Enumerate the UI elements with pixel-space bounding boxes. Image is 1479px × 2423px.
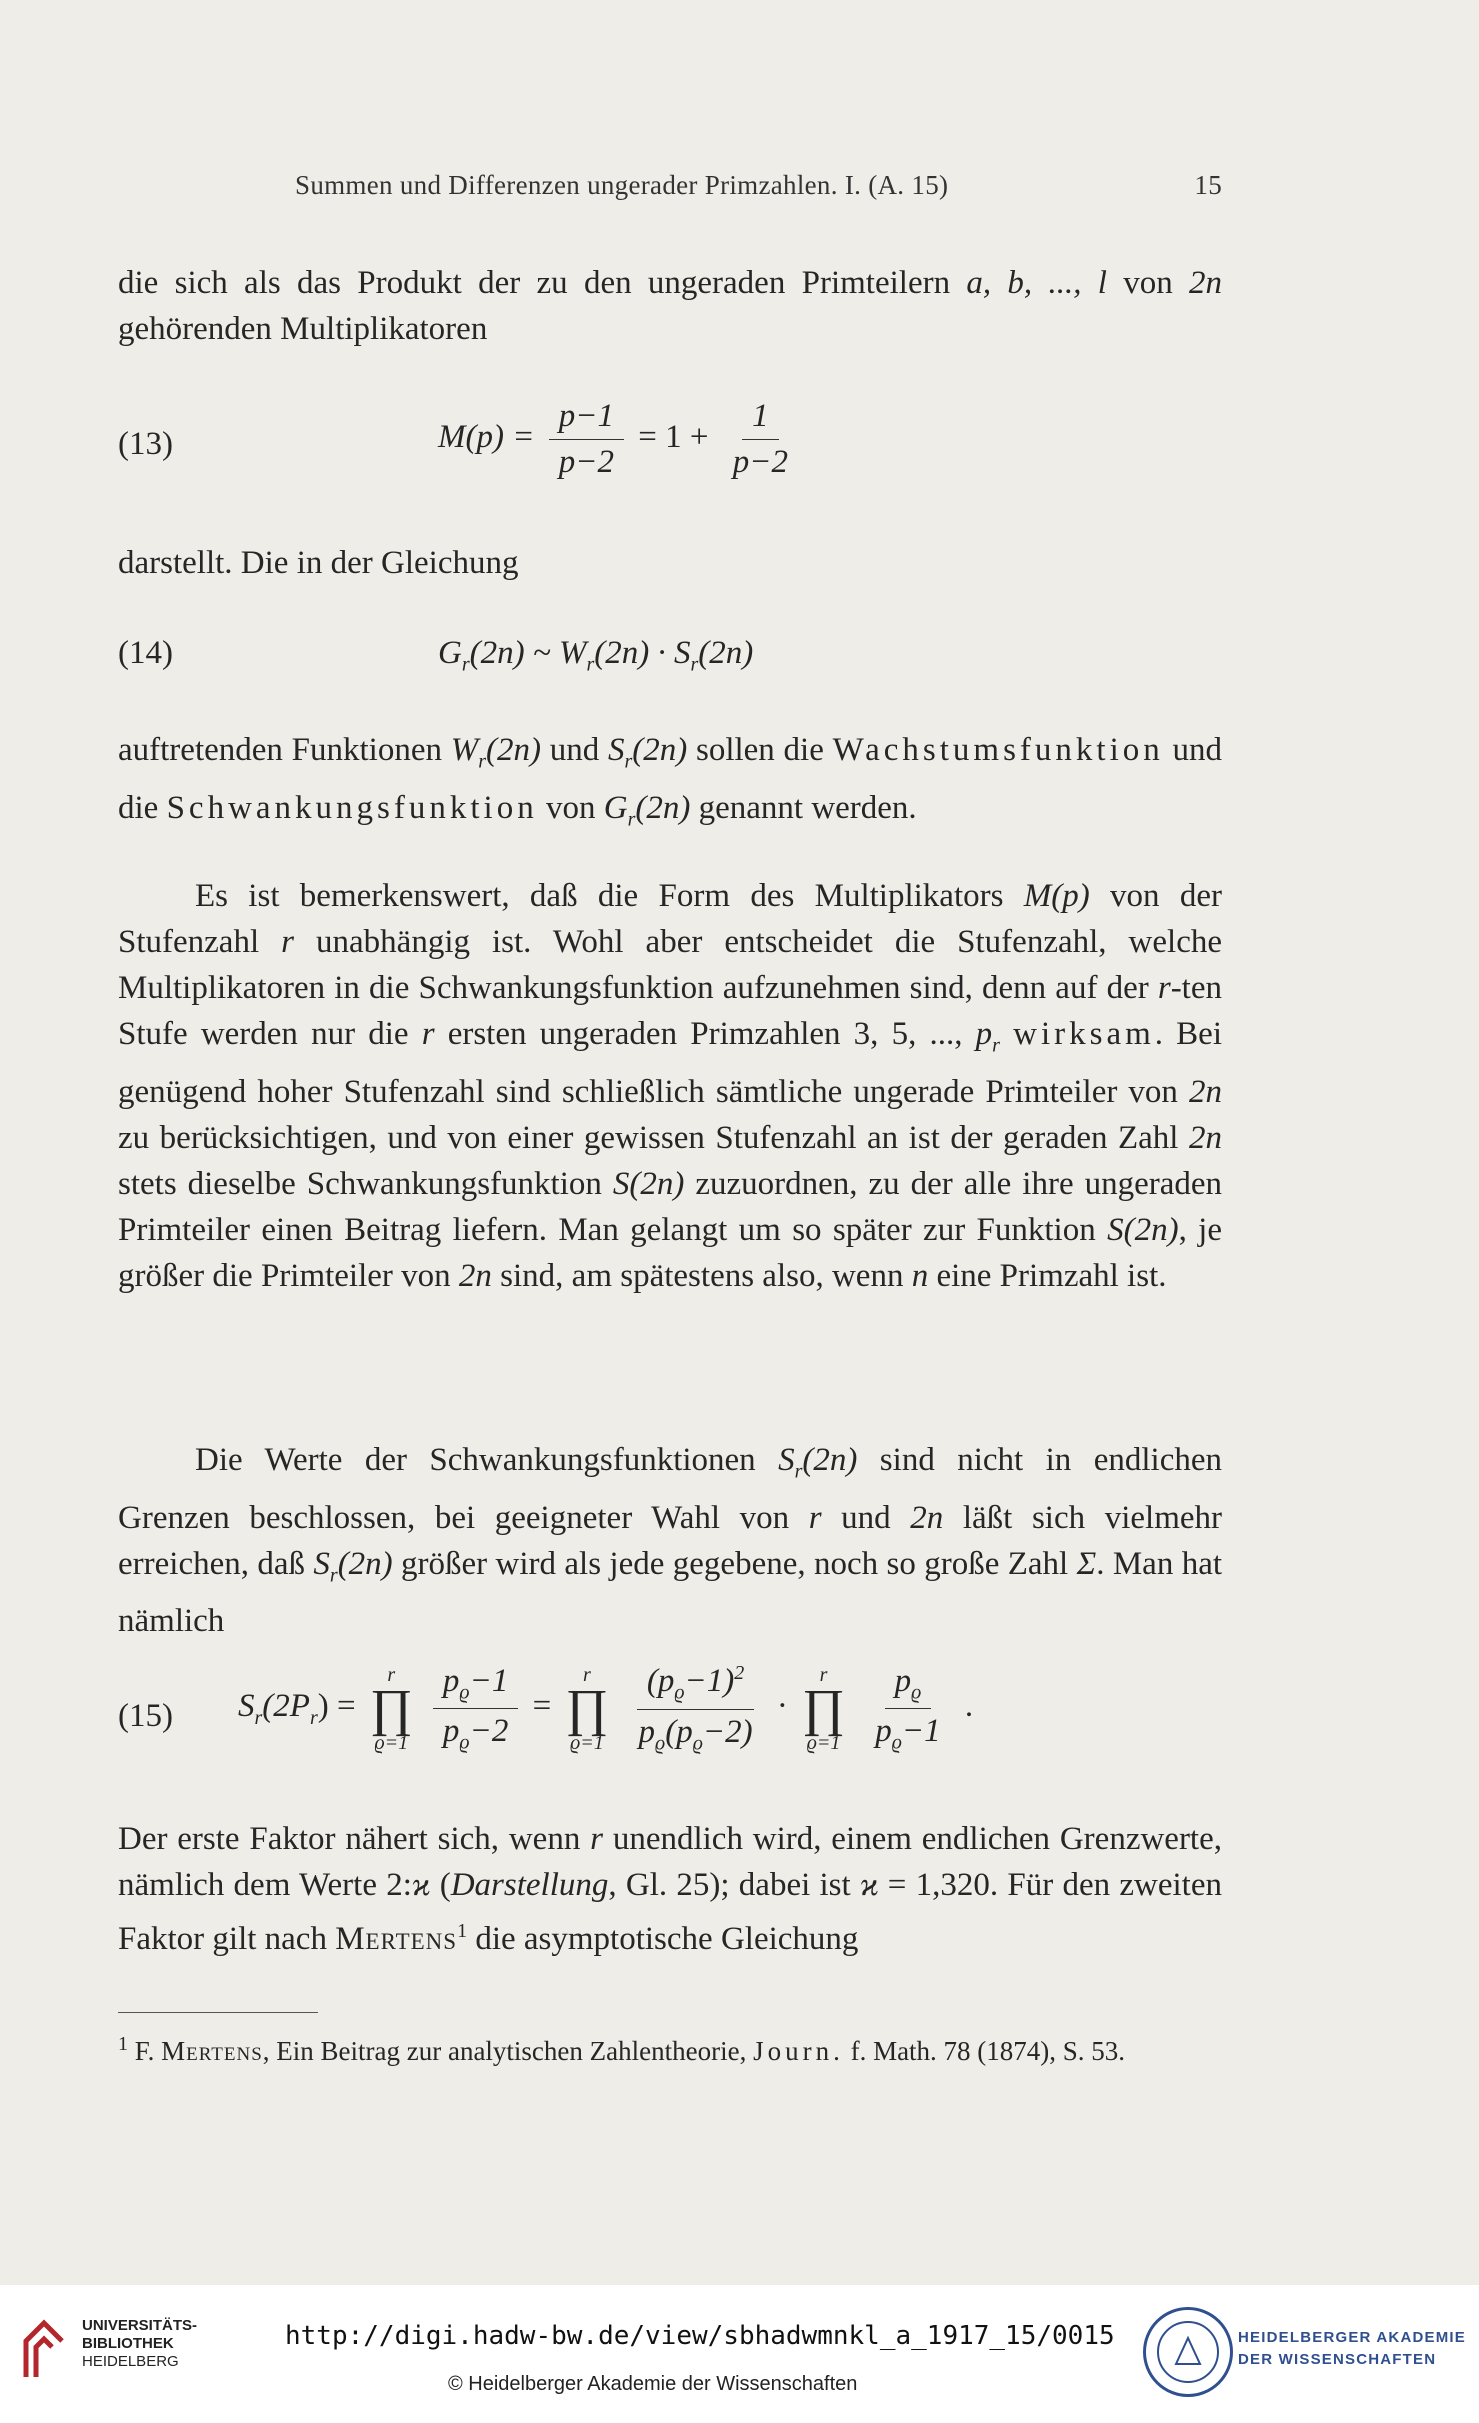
p6-footnote-mark: 1 xyxy=(457,1920,468,1942)
academy-line-1: HEIDELBERGER AKADEMIE xyxy=(1238,2329,1466,2346)
eq15-frac1 xyxy=(433,1663,518,1755)
eq13-lhs: M(p) = xyxy=(438,419,535,456)
p3-c: sollen die xyxy=(687,732,833,768)
p4-h: stets dieselbe Schwankungsfunktion xyxy=(118,1165,613,1202)
eq15-prod3-bot: ϱ=1 xyxy=(806,1731,841,1754)
p6-darstellung: Darstellung xyxy=(450,1867,609,1903)
eq15-f1-bot2: −2 xyxy=(469,1713,509,1750)
paragraph-5 xyxy=(118,1437,1222,1644)
eq15-f2-top-sub: ϱ xyxy=(674,1681,685,1704)
footnote-a: F. xyxy=(128,2036,162,2066)
ub-line-2: BIBLIOTHEK xyxy=(82,2335,174,2352)
p6-c: ( xyxy=(430,1867,451,1903)
eq15-f2-top2: −1) xyxy=(684,1663,735,1699)
p4-2n-a: 2n xyxy=(1189,1073,1222,1110)
p4-r2: r xyxy=(1157,970,1171,1006)
eq15-f3-top-sub: ϱ xyxy=(911,1681,922,1704)
paragraph-6 xyxy=(118,1816,1222,1962)
eq14-body xyxy=(438,635,753,677)
eq14-c: (2n) xyxy=(698,635,754,671)
p4-k: sind, am spätestens also, wenn xyxy=(491,1257,912,1294)
p4-c: unabhängig ist. Wohl aber entscheidet die Stufenzahl, welche Multiplikatoren in die Schwankungsfunktion aufzunehmen sind, denn auf der xyxy=(118,924,1222,1006)
eq13-f2-bot: p−2 xyxy=(732,444,789,480)
p3-g2: (2n) xyxy=(635,789,691,826)
p5-sigma: Σ xyxy=(1076,1545,1097,1582)
p5-a: Die Werte der Schwankungsfunktionen xyxy=(195,1442,779,1478)
eq13-mid: = 1 + xyxy=(638,419,709,456)
p6-f: die asymptotische Gleichung xyxy=(467,1921,859,1957)
p1-vars: a, b, ..., l xyxy=(966,265,1107,301)
eq15-product-3 xyxy=(802,1665,845,1753)
p3-w2: (2n) xyxy=(486,732,541,768)
p6-kappa: ϰ xyxy=(411,1867,431,1903)
p3-sub3: r xyxy=(627,808,636,831)
eq15-equals: = xyxy=(532,1688,552,1725)
p5-d: läßt sich vielmehr erreichen, daß xyxy=(118,1499,1222,1582)
copyright-text: © Heidelberger Akademie der Wissenschaften xyxy=(448,2373,858,2395)
p5-b: sind nicht in endlichen Grenzen beschlossen, bei geeigneter Wahl von xyxy=(118,1442,1222,1536)
p6-b: unendlich wird, einem endlichen Grenzwerte, nämlich dem Werte 2: xyxy=(118,1821,1222,1903)
eq14-number: (14) xyxy=(118,635,173,671)
p4-r1: r xyxy=(281,924,294,960)
eq13-f1-bot: p−2 xyxy=(558,444,615,480)
p3-s2: (2n) xyxy=(632,732,688,768)
eq15-prod3-top: r xyxy=(819,1663,828,1686)
eq15-prod3-sym: ∏ xyxy=(802,1679,845,1737)
p4-wirksam: wirksam xyxy=(1013,1016,1155,1052)
eq15-frac2 xyxy=(629,1662,763,1755)
p6-a: Der erste Faktor nähert sich, wenn xyxy=(118,1821,591,1857)
eq15-lhs: S xyxy=(238,1688,255,1725)
p4-d: -ten Stufe werden nur die xyxy=(118,970,1222,1052)
eq13-frac1 xyxy=(549,398,624,481)
p6-mertens: Mertens xyxy=(335,1921,458,1957)
footnote-mertens: Mertens xyxy=(161,2036,263,2066)
p4-sub: r xyxy=(992,1034,1000,1057)
p4-m: M(p) xyxy=(1023,878,1090,914)
p1-b: von xyxy=(1106,265,1190,301)
eq14-sub1: r xyxy=(461,653,470,676)
p6-r: r xyxy=(590,1821,603,1857)
p4-e: ersten ungeraden Primzahlen 3, 5, ..., xyxy=(434,1016,976,1052)
p5-s2: (2n) xyxy=(802,1442,858,1478)
p4-b: von der Stufenzahl xyxy=(118,878,1222,960)
p6-e: = 1,320. Für den zweiten Faktor gilt nach xyxy=(118,1867,1222,1957)
page-number: 15 xyxy=(1194,170,1222,200)
header-title: Summen und Differenzen ungerader Primzahlen. I. (A. 15) xyxy=(295,170,949,200)
ub-line-3: HEIDELBERG xyxy=(82,2353,179,2370)
eq15-frac3 xyxy=(865,1663,950,1755)
p4-r3: r xyxy=(421,1016,435,1052)
equation-15 xyxy=(118,1662,1222,1772)
eq15-prod1-top: r xyxy=(387,1663,396,1686)
eq15-product-1 xyxy=(370,1665,413,1753)
eq15-period: . xyxy=(964,1688,974,1725)
p5-2n: 2n xyxy=(910,1499,944,1536)
footnote-c: f. Math. 78 (1874), S. 53. xyxy=(843,2036,1126,2066)
p4-s2n-2: S(2n) xyxy=(1107,1211,1179,1248)
equation-14 xyxy=(118,635,1222,685)
eq14-g: G xyxy=(438,635,462,671)
paragraph-1 xyxy=(118,260,1222,352)
eq15-prod2-top: r xyxy=(582,1663,591,1686)
p4-2n-c: 2n xyxy=(458,1257,492,1294)
p3-d: und die xyxy=(118,732,1222,826)
p1-c: gehörenden Multiplikatoren xyxy=(118,311,488,347)
eq15-prod1-bot: ϱ=1 xyxy=(374,1731,409,1754)
eq15-f2-bot3: −2) xyxy=(702,1713,753,1750)
footnote xyxy=(118,2024,1222,2071)
eq13-number: (13) xyxy=(118,426,173,462)
academy-line-2: DER WISSENSCHAFTEN xyxy=(1238,2351,1437,2368)
footnote-b: , Ein Beitrag zur analytischen Zahlentheorie, xyxy=(262,2036,754,2066)
running-header xyxy=(295,170,1222,201)
eq15-f3-bot-sub: ϱ xyxy=(891,1731,902,1754)
eq14-sub2: r xyxy=(586,653,595,676)
equation-13 xyxy=(118,398,1222,488)
p5-e: größer wird als jede gegebene, noch so große Zahl xyxy=(392,1545,1077,1582)
p5-c: und xyxy=(821,1499,911,1536)
eq15-lhs2: (2P xyxy=(262,1688,310,1725)
eq13-f2-top: 1 xyxy=(742,398,779,440)
p3-wachstumsfunktion: Wachstumsfunktion xyxy=(832,732,1164,768)
eq15-f3-bot: p xyxy=(875,1713,892,1750)
permalink-url[interactable]: http://digi.hadw-bw.de/view/sbhadwmnkl_a_1917_15/0015 xyxy=(285,2321,1115,2351)
p4-l: eine Primzahl ist. xyxy=(928,1257,1167,1294)
eq15-f2-square: 2 xyxy=(734,1662,745,1684)
p1-a: die sich als das Produkt der zu den ungeraden Primteilern xyxy=(118,265,967,301)
p5-r: r xyxy=(808,1499,822,1536)
eq13-body xyxy=(438,398,804,481)
eq15-prod1-sym: ∏ xyxy=(369,1679,413,1737)
university-library-logo-icon xyxy=(22,2319,66,2379)
eq15-lhs3: ) = xyxy=(317,1688,356,1725)
university-library-name xyxy=(82,2317,197,2371)
p3-b: und xyxy=(541,732,608,768)
eq15-number: (15) xyxy=(118,1698,173,1734)
p5-sub2: r xyxy=(329,1564,338,1587)
p3-w: W xyxy=(450,732,479,768)
eq13-f1-top: p−1 xyxy=(549,398,624,440)
p4-f: . Bei genügend hoher Stufenzahl sind schließlich sämtliche ungerade Primteiler von xyxy=(118,1016,1222,1110)
p4-j: , je größer die Primteiler von xyxy=(118,1211,1222,1294)
paragraph-4 xyxy=(118,873,1222,1299)
eq15-prod2-bot: ϱ=1 xyxy=(570,1731,604,1754)
eq15-prod2-sym: ∏ xyxy=(565,1679,609,1737)
p4-a: Es ist bemerkenswert, daß die Form des Multiplikators xyxy=(195,878,1024,914)
p5-sub1: r xyxy=(794,1460,803,1483)
viewer-footer xyxy=(0,2285,1479,2423)
p4-2n-b: 2n xyxy=(1189,1119,1222,1156)
paragraph-2 xyxy=(118,540,1222,586)
p3-a: auftretenden Funktionen xyxy=(118,732,451,768)
eq15-f3-bot2: −1 xyxy=(901,1713,941,1750)
p4-p: p xyxy=(975,1016,993,1052)
p3-sub1: r xyxy=(478,750,487,773)
p5-s: S xyxy=(778,1442,795,1478)
p4-n: n xyxy=(911,1257,929,1294)
eq15-f1-bot-sub: ϱ xyxy=(459,1731,470,1754)
eq14-sub3: r xyxy=(690,653,699,676)
p4-g: zu berücksichtigen, und von einer gewissen Stufenzahl an ist der geraden Zahl xyxy=(118,1119,1189,1156)
eq14-a: (2n) ~ W xyxy=(469,635,587,671)
p2-text: darstellt. Die in der Gleichung xyxy=(118,545,519,581)
p5-s3: S xyxy=(313,1545,330,1582)
eq15-f1-top: p xyxy=(442,1662,460,1699)
p3-schwankungsfunktion: Schwankungsfunktion xyxy=(166,789,538,826)
eq15-f1-top2: −1 xyxy=(469,1662,509,1699)
eq15-product-2 xyxy=(565,1665,608,1753)
p3-sub2: r xyxy=(624,750,633,773)
eq14-b: (2n) · S xyxy=(594,635,691,671)
p3-g: G xyxy=(603,789,628,826)
eq15-f2-bot-sub1: ϱ xyxy=(655,1732,666,1755)
eq15-f2-top: (p xyxy=(646,1663,675,1699)
eq15-f2-bot2: (p xyxy=(665,1713,693,1750)
p6-d: , Gl. 25); dabei ist xyxy=(608,1867,860,1903)
paragraph-3 xyxy=(118,727,1222,842)
academy-name xyxy=(1238,2327,1466,2371)
eq15-f2-bot-sub2: ϱ xyxy=(692,1732,703,1755)
footnote-rule xyxy=(118,2012,318,2013)
academy-seal-icon xyxy=(1143,2307,1233,2397)
p3-f: genannt werden. xyxy=(690,789,917,826)
eq15-f3-top: p xyxy=(894,1662,912,1699)
eq15-sub2: r xyxy=(309,1706,318,1729)
eq15-sub1: r xyxy=(254,1706,263,1729)
p5-s4: (2n) xyxy=(337,1545,393,1582)
p6-kappa2: ϰ xyxy=(859,1867,879,1903)
ub-line-1: UNIVERSITÄTS- xyxy=(82,2317,198,2334)
eq15-f1-top-sub: ϱ xyxy=(459,1681,470,1704)
footnote-mark: 1 xyxy=(118,2033,128,2055)
p4-i: zuzuordnen, zu der alle ihre ungeraden Primteiler einen Beitrag liefern. Man gelangt um so später zur Funktion xyxy=(118,1165,1222,1248)
eq15-f2-bot: p xyxy=(638,1713,656,1750)
p3-e: von xyxy=(537,789,604,826)
eq15-body xyxy=(238,1662,973,1755)
eq15-dot: · xyxy=(776,1688,788,1725)
p4-s2n: S(2n) xyxy=(612,1165,685,1202)
p5-f: . Man hat nämlich xyxy=(118,1545,1223,1640)
p3-s: S xyxy=(607,732,625,768)
eq15-f1-bot: p xyxy=(442,1713,460,1750)
footnote-journ: Journ. xyxy=(753,2036,844,2066)
p1-2n: 2n xyxy=(1189,265,1223,301)
eq13-frac2 xyxy=(723,398,798,481)
